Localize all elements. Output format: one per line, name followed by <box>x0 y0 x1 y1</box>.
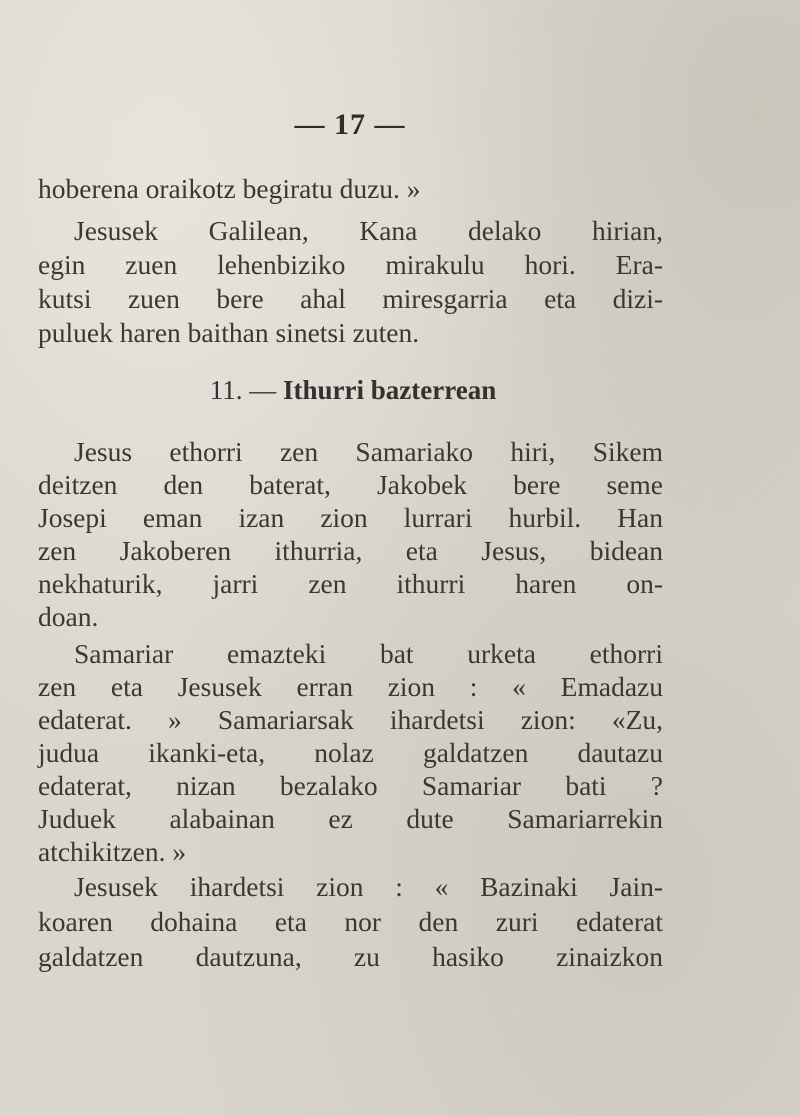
text-line: zen Jakoberen ithurria, eta Jesus, bidean <box>38 535 663 566</box>
text-line: deitzen den baterat, Jakobek bere seme <box>38 469 663 500</box>
text-line: zen eta Jesusek erran zion : « Emadazu <box>38 671 663 702</box>
text-line: hoberena oraikotz begiratu duzu. » <box>38 173 421 204</box>
text-line: puluek haren baithan sinetsi zuten. <box>38 317 420 348</box>
text-line: atchikitzen. » <box>38 836 187 867</box>
text-line: edaterat. » Samariarsak ihardetsi zion: «Zu, <box>38 704 663 735</box>
text-line: judua ikanki-eta, nolaz galdatzen dautazu <box>38 737 663 768</box>
text-line: edaterat, nizan bezalako Samariar bati ? <box>38 770 663 801</box>
text-line: Jesusek ihardetsi zion : « Bazinaki Jain- <box>74 871 663 902</box>
section-title: Ithurri bazterrean <box>283 375 497 405</box>
section-heading <box>0 373 706 407</box>
text-line: koaren dohaina eta nor den zuri edaterat <box>38 906 663 937</box>
section-number: 11. <box>209 375 243 405</box>
text-line: Jesusek Galilean, Kana delako hirian, <box>74 215 663 246</box>
text-line: egin zuen lehenbiziko mirakulu hori. Era- <box>38 249 663 280</box>
text-line: Juduek alabainan ez dute Samariarrekin <box>38 803 663 834</box>
text-line: kutsi zuen bere ahal miresgarria eta dizi- <box>38 283 663 314</box>
section-dash: — <box>249 375 277 405</box>
text-line: galdatzen dautzuna, zu hasiko zinaizkon <box>38 941 663 972</box>
page-number: — 17 — <box>294 108 406 141</box>
text-line: Samariar emazteki bat urketa ethorri <box>74 638 663 669</box>
text-line: nekhaturik, jarri zen ithurri haren on- <box>38 568 663 599</box>
text-line: Josepi eman izan zion lurrari hurbil. Han <box>38 502 663 533</box>
text-line: Jesus ethorri zen Samariako hiri, Sikem <box>74 436 663 467</box>
text-line: doan. <box>38 601 99 632</box>
